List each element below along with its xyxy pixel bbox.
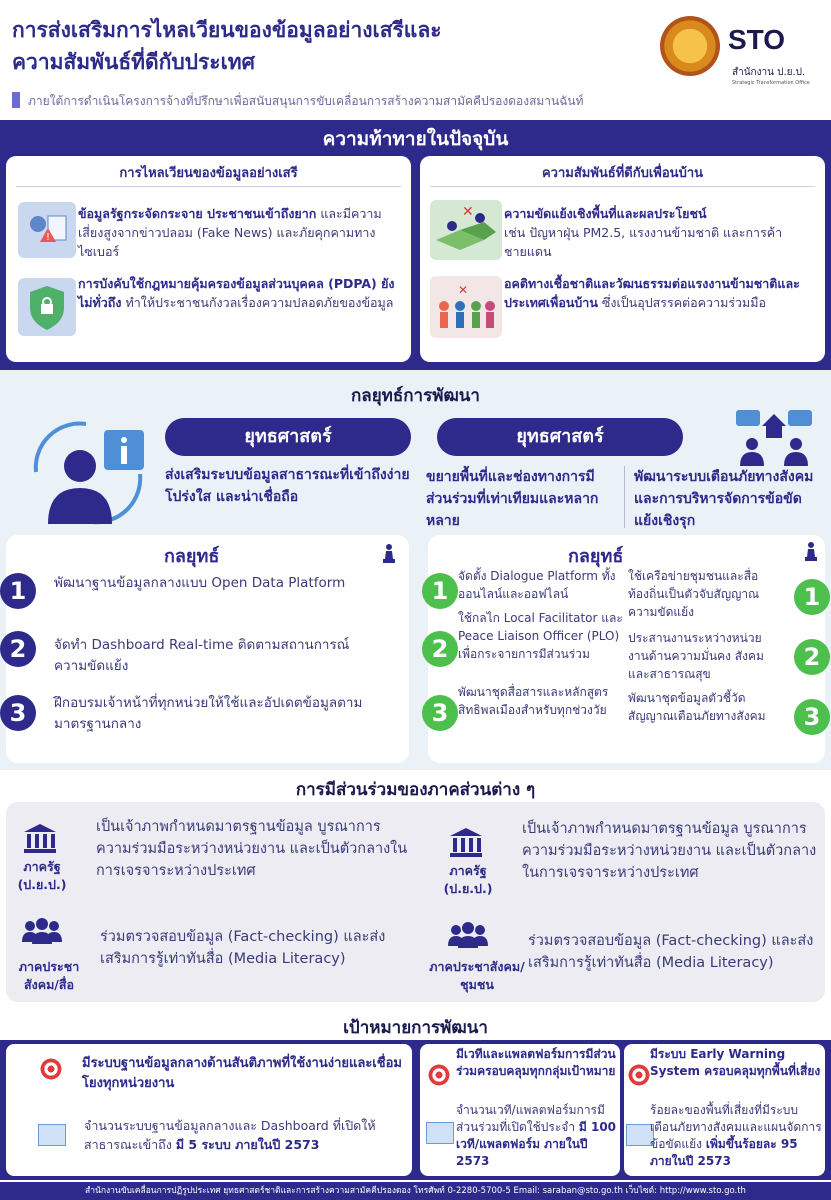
- participation-label-civil-right: ภาคประชาสังคม/ชุมชน: [429, 959, 525, 992]
- sto-logo-text: STO: [728, 24, 786, 55]
- strategy-pill-1: ยุทธศาสตร์: [165, 418, 411, 456]
- people-group-icon: [446, 922, 490, 952]
- footer: สำนักงานขับเคลื่อนการปฏิรูปประเทศ ยุทธศาสตร์ชาติและการสร้างความสามัคคีปรองดอง โทรศัพท์ 0-2280-5700-5 Email: saraban@sto.go.th เว็บไซต์: http://www.sto.go.th: [0, 1182, 831, 1200]
- strategy-goal-3: พัฒนาระบบเตือนภัยทางสังคมและการบริหารจัดการข้อขัดแย้งเชิงรุก: [634, 469, 814, 529]
- target-2-metric-text: จำนวนเวที/แพลตฟอร์มการมีส่วนร่วมที่เปิดใช้ประจำ: [456, 1103, 605, 1134]
- target-1-metric-text: จำนวนระบบฐานข้อมูลกลางและ Dashboard ที่เปิดให้สาธารณะเข้าถึง: [84, 1118, 376, 1152]
- challenge-item-2-bold: การบังคับใช้กฎหมายคุ้มครองข้อมูลส่วนบุคคล (PDPA) ยังไม่ทั่วถึง: [78, 276, 395, 310]
- title-line-2: ความสัมพันธ์ที่ดีกับประเทศ: [12, 50, 255, 74]
- tactic-left-3: ฝึกอบรมเจ้าหน้าที่ทุกหน่วยให้ใช้และอัปเดตข้อมูลตามมาตรฐานกลาง: [54, 695, 363, 732]
- government-seal-logo: [660, 16, 720, 76]
- chess-piece-icon: [382, 543, 396, 563]
- tactic-right-a3: พัฒนาชุดสื่อสารและหลักสูตรสิทธิพลเมืองสำหรับทุกช่วงวัย: [458, 685, 609, 717]
- community-network-icon: [732, 404, 816, 468]
- targets-title: เป้าหมายการพัฒนา: [343, 1018, 488, 1038]
- tactics-heading: กลยุทธ์: [164, 546, 220, 567]
- tactic-right-b1: ใช้เครือข่ายชุมชนและสื่อท้องถิ่นเป็นตัวจับสัญญาณความขัดแย้ง: [628, 569, 760, 619]
- tactic-number-2: 2: [0, 631, 36, 667]
- sto-logo-english: Strategic Transformation Office: [732, 80, 810, 86]
- tactic-left-2: จัดทำ Dashboard Real-time ติดตามสถานการณ์ความขัดแย้ง: [54, 637, 350, 674]
- target-icon: [38, 1056, 64, 1082]
- title-line-1: การส่งเสริมการไหลเวียนของข้อมูลอย่างเสรีและ: [12, 18, 442, 42]
- people-group-icon: [20, 918, 64, 948]
- card-heading: ความสัมพันธ์ที่ดีกับเพื่อนบ้าน: [541, 166, 704, 181]
- chess-piece-icon: [804, 541, 818, 561]
- card-heading: การไหลเวียนของข้อมูลอย่างเสรี: [119, 166, 298, 181]
- territory-conflict-icon: [430, 200, 502, 260]
- shield-lock-icon: [18, 278, 76, 336]
- challenge-item-2-text: ทำให้ประชาชนกังวลเรื่องความปลอดภัยของข้อมูล: [125, 295, 394, 310]
- tactic-right-b2: ประสานงานระหว่างหน่วยงานด้านความมั่นคง สังคม และสาธารณสุข: [628, 631, 764, 681]
- participation-text-civil-right: ร่วมตรวจสอบข้อมูล (Fact-checking) และส่งเสริมการรู้เท่าทันสื่อ (Media Literacy): [528, 933, 814, 971]
- page-subtitle: ภายใต้การดำเนินโครงการจ้างที่ปรึกษาเพื่อสนับสนุนการขับเคลื่อนการสร้างความสามัคคีปรองดองสมานฉันท์: [28, 94, 584, 108]
- target-2-metric-value: มี 100 เวที/แพลตฟอร์ม ภายในปี 2573: [456, 1120, 617, 1168]
- svg-text:!: !: [46, 232, 51, 243]
- target-card-2: [420, 1044, 620, 1176]
- target-1-metric-value: มี 5 ระบบ ภายในปี 2573: [175, 1137, 320, 1152]
- strategy-pill-2: ยุทธศาสตร์: [437, 418, 683, 456]
- participation-label-gov-right: ภาครัฐ (ป.ย.ป.): [443, 863, 493, 896]
- target-icon: [626, 1062, 652, 1088]
- tactics-box-right: [428, 535, 825, 763]
- participation-text-civil-left: ร่วมตรวจสอบข้อมูล (Fact-checking) และส่งเสริมการรู้เท่าทันสื่อ (Media Literacy): [100, 929, 386, 967]
- tactics-box-left: [6, 535, 409, 763]
- challenge-item-1-bold: ข้อมูลรัฐกระจัดกระจาย ประชาชนเข้าถึงยาก: [78, 206, 317, 221]
- challenge-title: ความท้าทายในปัจจุบัน: [322, 128, 509, 150]
- person-info-icon: [12, 414, 152, 534]
- sto-logo-subtitle: สำนักงาน ป.ย.ป.: [732, 67, 806, 78]
- divider: [430, 186, 815, 187]
- challenge-card-neighbours: [420, 156, 825, 362]
- participation-text-gov-right: เป็นเจ้าภาพกำหนดมาตรฐานข้อมูล บูรณาการความร่วมมือระหว่างหน่วยงาน และเป็นตัวกลางในการเจรจาระหว่างประเทศ: [522, 821, 817, 881]
- tactic-right-a1: จัดตั้ง Dialogue Platform ทั้งออนไลน์และออฟไลน์: [458, 569, 616, 601]
- chart-icon: [38, 1124, 66, 1146]
- target-2-metric: [456, 1102, 618, 1170]
- tactic-number-1: 1: [794, 579, 830, 615]
- tactic-number-3: 3: [794, 699, 830, 735]
- goal-divider: [624, 466, 625, 528]
- tactic-number-1: 1: [0, 573, 36, 609]
- chart-icon: [426, 1122, 454, 1144]
- strategy-goal-2: ขยายพื้นที่และช่องทางการมีส่วนร่วมที่เท่าเทียมและหลากหลาย: [426, 469, 599, 529]
- challenge-item-4-bold: อคติทางเชื้อชาติและวัฒนธรรมต่อแรงงานข้ามชาติและประเทศเพื่อนบ้าน: [504, 276, 800, 310]
- government-building-icon: [22, 822, 58, 854]
- challenge-item-1-text: และมีความเสี่ยงสูงจากข่าวปลอม (Fake News) และภัยคุกคามทางไซเบอร์: [78, 206, 382, 259]
- participation-label-civil-left: ภาคประชาสังคม/สื่อ: [18, 959, 80, 992]
- challenge-item-3: [504, 204, 820, 261]
- tactic-number-2: 2: [794, 639, 830, 675]
- participation-label-gov-left: ภาครัฐ (ป.ย.ป.): [17, 859, 67, 892]
- target-icon: [426, 1062, 452, 1088]
- data-network-icon: [18, 202, 76, 258]
- target-1-heading: มีระบบฐานข้อมูลกลางด้านสันติภาพที่ใช้งานง่ายและเชื่อมโยงทุกหน่วยงาน: [82, 1056, 402, 1091]
- challenge-item-4: [504, 274, 820, 312]
- target-3-metric-text: ร้อยละของพื้นที่เสี่ยงที่มีระบบเตือนภัยทางสังคมและแผนจัดการข้อขัดแย้ง: [650, 1103, 822, 1151]
- target-1-metric: [84, 1116, 404, 1154]
- participation-text-gov-left: เป็นเจ้าภาพกำหนดมาตรฐานข้อมูล บูรณาการความร่วมมือระหว่างหน่วยงาน และเป็นตัวกลางในการเจรจาระหว่างประเทศ: [96, 819, 408, 879]
- challenge-item-3-bold: ความขัดแย้งเชิงพื้นที่และผลประโยชน์: [504, 206, 707, 221]
- challenge-item-3-text: เช่น ปัญหาฝุ่น PM2.5, แรงงานข้ามชาติ และการค้าชายแดน: [504, 225, 783, 259]
- people-bias-icon: [430, 276, 502, 338]
- challenge-item-1: [78, 204, 404, 261]
- tactic-left-1: พัฒนาฐานข้อมูลกลางแบบ Open Data Platform: [54, 575, 346, 591]
- target-card-1: [6, 1044, 412, 1176]
- government-building-icon: [448, 826, 484, 858]
- target-3-metric-value: เพิ่มขึ้นร้อยละ 95 ภายในปี 2573: [650, 1137, 798, 1168]
- tactic-number-2: 2: [422, 631, 458, 667]
- challenge-card-data-flow: [6, 156, 411, 362]
- svg-text:✕: ✕: [462, 204, 474, 220]
- strategy-goal-1: ส่งเสริมระบบข้อมูลสาธารณะที่เข้าถึงง่าย โปร่งใส และน่าเชื่อถือ: [165, 467, 410, 505]
- tactic-right-a2: ใช้กลไก Local Facilitator และ Peace Liaison Officer (PLO) เพื่อกระจายการมีส่วนร่วม: [458, 611, 623, 661]
- svg-text:✕: ✕: [458, 283, 469, 297]
- target-2-heading: มีเวทีและแพลตฟอร์มการมีส่วนร่วมครอบคลุมทุกกลุ่มเป้าหมาย: [456, 1047, 616, 1078]
- target-3-metric: [650, 1102, 822, 1170]
- tactic-number-1: 1: [422, 573, 458, 609]
- tactic-right-b3: พัฒนาชุดข้อมูลตัวชี้วัดสัญญาณเตือนภัยทางสังคม: [628, 691, 766, 723]
- divider: [16, 186, 401, 187]
- tactic-number-3: 3: [422, 695, 458, 731]
- participation-title: การมีส่วนร่วมของภาคส่วนต่าง ๆ: [295, 780, 536, 800]
- challenge-item-2: [78, 274, 404, 312]
- strategy-title: กลยุทธ์การพัฒนา: [351, 386, 480, 406]
- tactics-heading: กลยุทธ์: [568, 546, 624, 567]
- page-title: [12, 14, 612, 78]
- sto-logo: [728, 24, 785, 56]
- target-card-3: [624, 1044, 825, 1176]
- challenge-item-4-text: ซึ่งเป็นอุปสรรคต่อความร่วมมือ: [601, 295, 767, 310]
- tactic-number-3: 3: [0, 695, 36, 731]
- target-3-heading: มีระบบ Early Warning System ครอบคลุมทุกพื้นที่เสี่ยง: [650, 1047, 821, 1078]
